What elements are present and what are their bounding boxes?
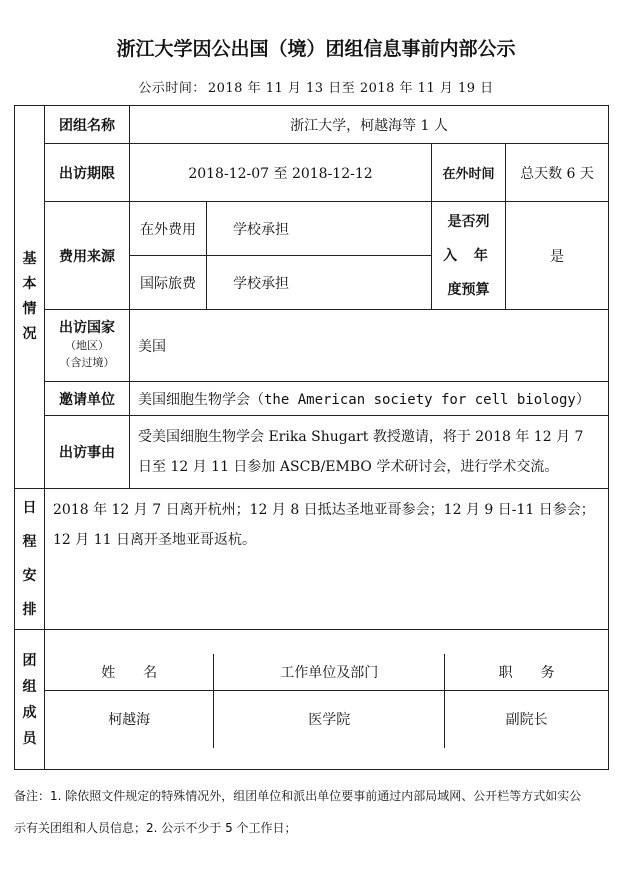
members-cell [45,630,609,770]
members-section-label: 团组成员 [15,630,45,770]
basic-section-label: 基本情况 [15,106,45,489]
group-name-label: 团组名称 [45,106,130,144]
col-title-header: 职 务 [445,654,608,690]
footnote-line-1: 备注：1. 除依照文件规定的特殊情况外，组团单位和派出单位要事前通过内部局域网、公开栏等方式如实公 [14,789,582,803]
footnote [14,780,614,844]
info-table [14,105,609,770]
intl-travel-value: 学校承担 [207,256,432,310]
col-unit-header: 工作单位及部门 [214,654,445,690]
schedule-section-label: 日程安排 [15,489,45,630]
page-title: 浙江大学因公出国（境）团组信息事前内部公示 [116,38,516,60]
country-value: 美国 [130,310,609,382]
schedule-text: 2018 年 12 月 7 日离开杭州；12 月 8 日抵达圣地亚哥参会；12 月 9 日-11 日参会；12 月 11 日离开圣地亚哥返杭。 [45,489,609,630]
col-name-header: 姓 名 [45,654,214,690]
funding-label: 费用来源 [45,202,130,310]
reason-value: 受美国细胞生物学会 Erika Shugart 教授邀请，将于 2018 年 12 月 7 日至 12 月 11 日参加 ASCB/EMBO 学术研讨会，进行学术交流。 [130,416,609,489]
intl-travel-label: 国际旅费 [130,256,207,310]
members-table [45,654,608,748]
abroad-cost-value: 学校承担 [207,202,432,256]
inviter-value: 美国细胞生物学会（the American society for cell biology） [130,382,609,416]
member-name: 柯越海 [45,690,214,748]
reason-label: 出访事由 [45,416,130,489]
member-unit: 医学院 [214,690,445,748]
period-label: 公示时间： [138,81,206,96]
abroad-time-label: 在外时间 [432,144,506,202]
footnote-line-2: 示有关团组和人员信息；2. 公示不少于 5 个工作日； [14,821,297,835]
period-value: 2018 年 11 月 13 日至 2018 年 11 月 19 日 [207,81,494,96]
budget-label: 是否列 入 年 度预算 [432,202,506,310]
table-row [45,690,608,748]
abroad-cost-label: 在外费用 [130,202,207,256]
inviter-label: 邀请单位 [45,382,130,416]
announcement-period [0,77,632,96]
visit-period-label: 出访期限 [45,144,130,202]
country-label: 出访国家 （地区） （含过境） [45,310,130,382]
group-name-value: 浙江大学，柯越海等 1 人 [130,106,609,144]
abroad-time-value: 总天数 6 天 [506,144,609,202]
visit-period-value: 2018-12-07 至 2018-12-12 [130,144,432,202]
member-title: 副院长 [505,712,548,729]
budget-value: 是 [506,202,609,310]
